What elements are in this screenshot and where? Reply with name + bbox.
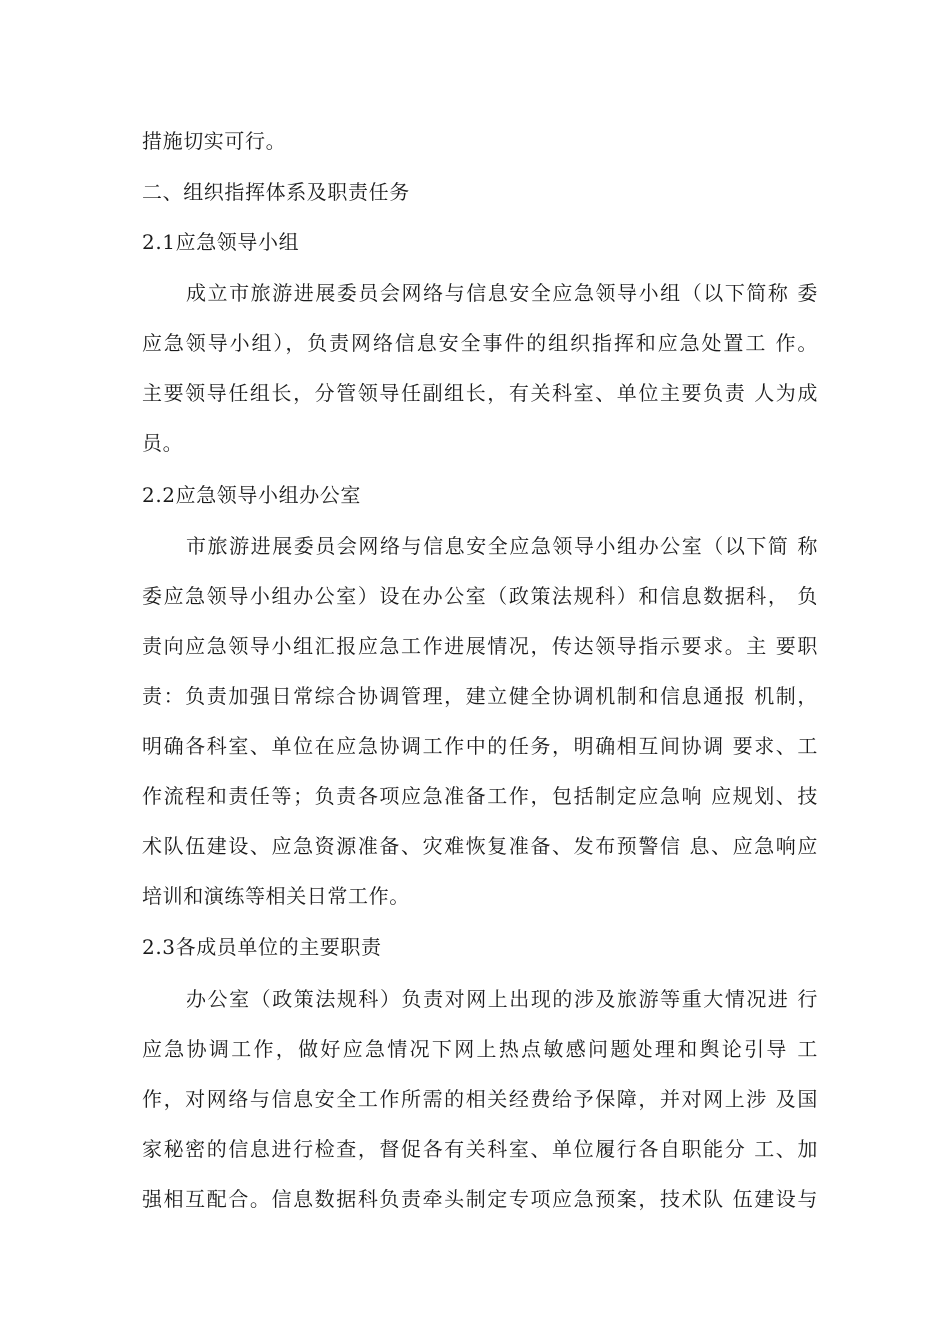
text-line: 责：负责加强日常综合协调管理，建立健全协调机制和信息通报 机制， xyxy=(142,684,818,708)
text-line: 措施切实可行。 xyxy=(142,129,287,153)
text-line: 作流程和责任等；负责各项应急准备工作，包括制定应急响 应规划、技 xyxy=(142,784,818,808)
text-line: 员。 xyxy=(142,431,184,455)
subsection-heading: 2.1应急领导小组 xyxy=(142,230,300,254)
text-line: 责向应急领导小组汇报应急工作进展情况，传达领导指示要求。主 要职 xyxy=(142,634,818,658)
text-line: 术队伍建设、应急资源准备、灾难恢复准备、发布预警信 息、应急响应 xyxy=(142,834,818,858)
text-line: 办公室（政策法规科）负责对网上出现的涉及旅游等重大情况进 行 xyxy=(186,987,818,1011)
text-line: 委应急领导小组办公室）设在办公室（政策法规科）和信息数据科， 负 xyxy=(142,584,818,608)
text-line: 培训和演练等相关日常工作。 xyxy=(142,884,410,908)
section-heading: 二、组织指挥体系及职责任务 xyxy=(142,180,410,204)
text-line: 应急协调工作，做好应急情况下网上热点敏感问题处理和舆论引导 工 xyxy=(142,1037,818,1061)
text-line: 作，对网络与信息安全工作所需的相关经费给予保障，并对网上涉 及国 xyxy=(142,1087,818,1111)
text-line: 应急领导小组），负责网络信息安全事件的组织指挥和应急处置工 作。 xyxy=(142,331,818,355)
text-line: 成立市旅游进展委员会网络与信息安全应急领导小组（以下简称 委 xyxy=(186,281,818,305)
text-line: 市旅游进展委员会网络与信息安全应急领导小组办公室（以下简 称 xyxy=(186,534,818,558)
text-line: 强相互配合。信息数据科负责牵头制定专项应急预案，技术队 伍建设与 xyxy=(142,1187,818,1211)
text-line: 家秘密的信息进行检查，督促各有关科室、单位履行各自职能分 工、加 xyxy=(142,1137,818,1161)
text-line: 明确各科室、单位在应急协调工作中的任务，明确相互间协调 要求、工 xyxy=(142,734,818,758)
subsection-heading: 2.2应急领导小组办公室 xyxy=(142,483,362,507)
text-line: 主要领导任组长，分管领导任副组长，有关科室、单位主要负责 人为成 xyxy=(142,381,818,405)
subsection-heading: 2.3各成员单位的主要职责 xyxy=(142,935,382,959)
